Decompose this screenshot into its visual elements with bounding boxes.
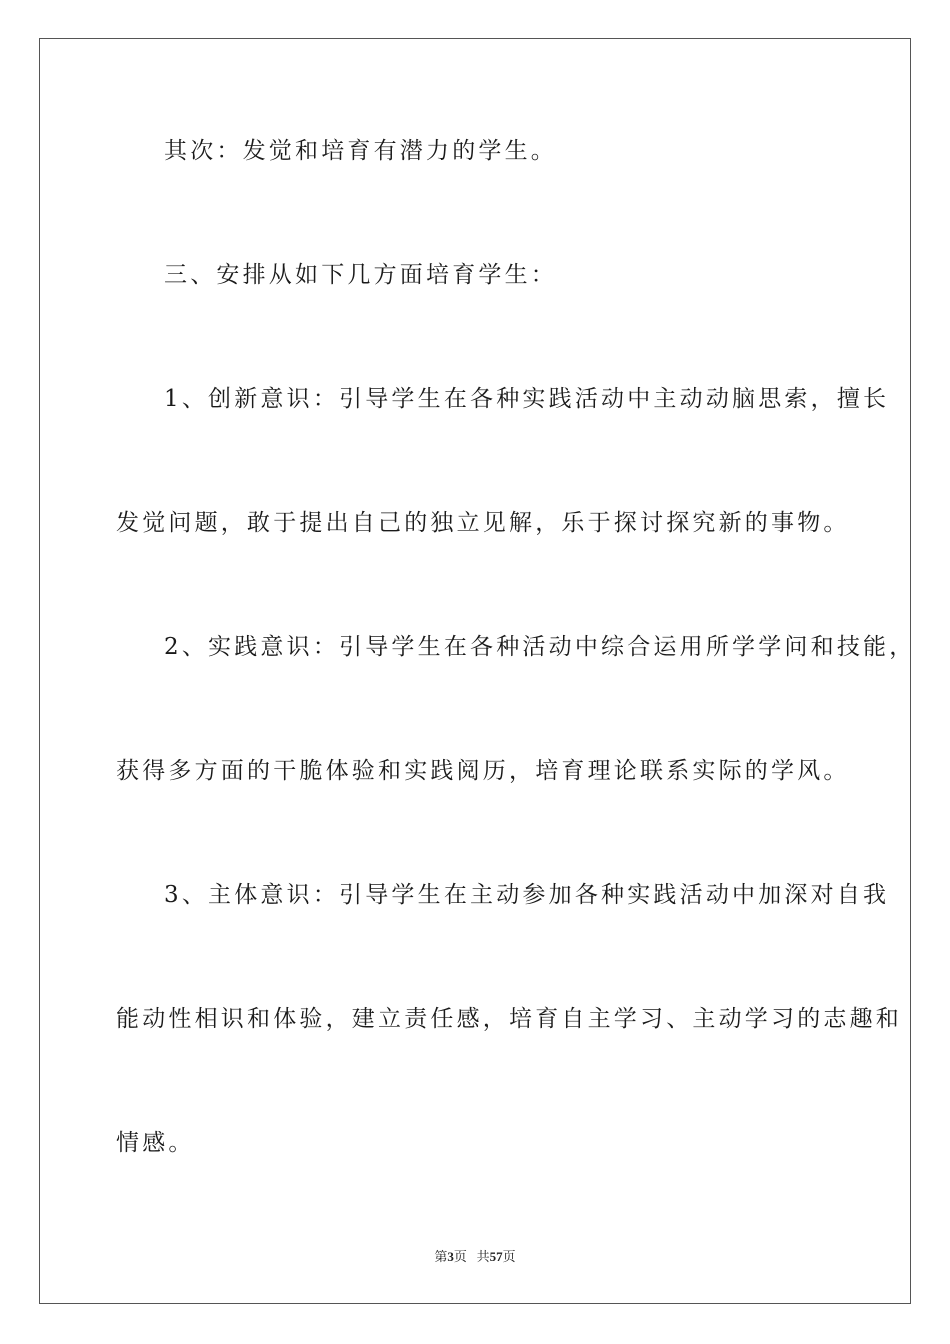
footer-total-suffix: 页 [502, 1249, 516, 1264]
paragraph-line: 获得多方面的干脆体验和实践阅历，培育理论联系实际的学风。 [116, 758, 850, 784]
paragraph-line: 情感。 [116, 1130, 195, 1156]
paragraph-line: 3、主体意识：引导学生在主动参加各种实践活动中加深对自我 [164, 882, 890, 908]
footer-page-number: 3 [447, 1249, 454, 1264]
page-footer [0, 1246, 950, 1265]
section-heading: 三、安排从如下几方面培育学生： [164, 262, 557, 288]
footer-total-prefix: 共 [476, 1249, 490, 1264]
footer-total-pages: 57 [489, 1249, 503, 1264]
paragraph-line: 其次：发觉和培育有潜力的学生。 [164, 138, 557, 164]
footer-page-suffix: 页 [453, 1249, 467, 1264]
page-border [39, 38, 911, 1304]
footer-prefix: 第 [434, 1249, 448, 1264]
paragraph-line: 能动性相识和体验，建立责任感，培育自主学习、主动学习的志趣和 [116, 1006, 902, 1032]
paragraph-line: 1、创新意识：引导学生在各种实践活动中主动动脑思索，擅长 [164, 386, 890, 412]
paragraph-line: 发觉问题，敢于提出自己的独立见解，乐于探讨探究新的事物。 [116, 510, 850, 536]
paragraph-line: 2、实践意识：引导学生在各种活动中综合运用所学学问和技能， [164, 634, 916, 660]
